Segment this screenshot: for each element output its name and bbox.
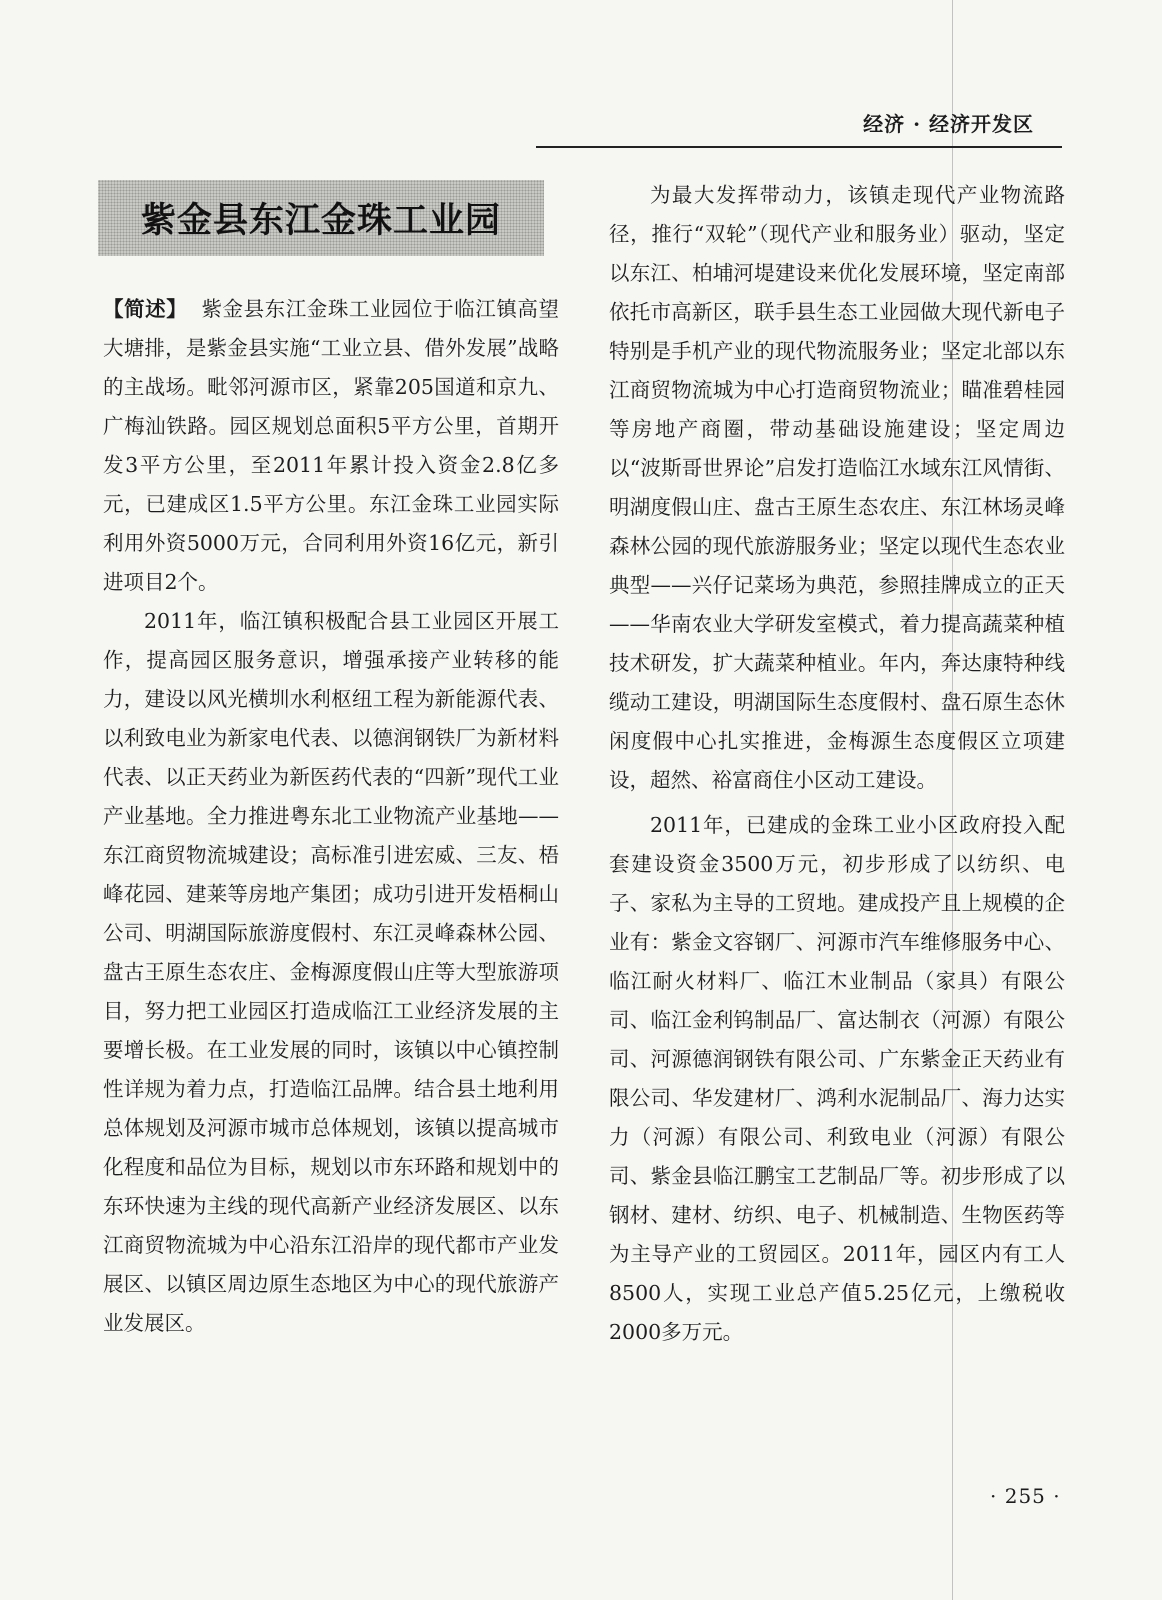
right-column bbox=[609, 176, 1065, 1352]
article-title-box bbox=[98, 180, 544, 256]
page-number: · 255 · bbox=[990, 1484, 1061, 1508]
article-title: 紫金县东江金珠工业园 bbox=[140, 201, 501, 241]
header-rule bbox=[536, 146, 1062, 148]
body-paragraph-1: 2011年，临江镇积极配合县工业园区开展工作，提高园区服务意识，增强承接产业转移的能力，建设以风光横圳水利枢纽工程为新能源代表、以利致电业为新家电代表、以德润钢铁厂为新材料代表、以正天药业为新医药代表的“四新”现代工业产业基地。全力推进粤东北工业物流产业基地——东江商贸物流城建设；高标准引进宏威、三友、梧峰花园、建莱等房地产集团；成功引进开发梧桐山公司、明湖国际旅游度假村、东江灵峰森林公园、盘古王原生态农庄、金梅源度假山庄等大型旅游项目，努力把工业园区打造成临江工业经济发展的主要增长极。在工业发展的同时，该镇以中心镇控制性详规为着力点，打造临江品牌。结合县土地利用总体规划及河源市城市总体规划，该镇以提高城市化程度和品位为目标，规划以市东环路和规划中的东环快速为主线的现代高新产业经济发展区、以东江商贸物流城为中心沿东江沿岸的现代都市产业发展区、以镇区周边原生态地区为中心的现代旅游产业发展区。 bbox=[103, 609, 559, 1335]
intro-text: 紫金县东江金珠工业园位于临江镇高望大塘排，是紫金县实施“工业立县、借外发展”战略的主战场。毗邻河源市区，紧靠205国道和京九、广梅汕铁路。园区规划总面积5平方公里，首期开发3平方公里，至2011年累计投入资金2.8亿多元，已建成区1.5平方公里。东江金珠工业园实际利用外资5000万元，合同利用外资16亿元，新引进项目2个。 bbox=[103, 297, 559, 594]
intro-label: 【简述】 bbox=[103, 297, 188, 321]
left-column bbox=[103, 290, 559, 1343]
body-paragraph-3: 2011年，已建成的金珠工业小区政府投入配套建设资金3500万元，初步形成了以纺织、电子、家私为主导的工贸地。建成投产且上规模的企业有：紫金文容钢厂、河源市汽车维修服务中心、临江耐火材料厂、临江木业制品（家具）有限公司、临江金利钨制品厂、富达制衣（河源）有限公司、河源德润钢铁有限公司、广东紫金正天药业有限公司、华发建材厂、鸿利水泥制品厂、海力达实力（河源）有限公司、利致电业（河源）有限公司、紫金县临江鹏宝工艺制品厂等。初步形成了以钢材、建材、纺织、电子、机械制造、生物医药等为主导产业的工贸园区。2011年，园区内有工人8500人，实现工业总产值5.25亿元，上缴税收2000多万元。 bbox=[609, 813, 1065, 1344]
body-paragraph-2: 为最大发挥带动力，该镇走现代产业物流路径，推行“双轮”（现代产业和服务业）驱动，坚定以东江、柏埔河堤建设来优化发展环境，坚定南部依托市高新区，联手县生态工业园做大现代新电子特别是手机产业的现代物流服务业；坚定北部以东江商贸物流城为中心打造商贸物流业；瞄准碧桂园等房地产商圈，带动基础设施建设；坚定周边以“波斯哥世界论”启发打造临江水域东江风情街、明湖度假山庄、盘古王原生态农庄、东江林场灵峰森林公园的现代旅游服务业；坚定以现代生态农业典型——兴仔记菜场为典范，参照挂牌成立的正天——华南农业大学研发室模式，着力提高蔬菜种植技术研发，扩大蔬菜种植业。年内，奔达康特种线缆动工建设，明湖国际生态度假村、盘石原生态休闲度假中心扎实推进，金梅源生态度假区立项建设，超然、裕富商住小区动工建设。 bbox=[609, 183, 1065, 792]
running-header: 经济 · 经济开发区 bbox=[863, 112, 1034, 136]
intro-paragraph bbox=[103, 290, 559, 602]
